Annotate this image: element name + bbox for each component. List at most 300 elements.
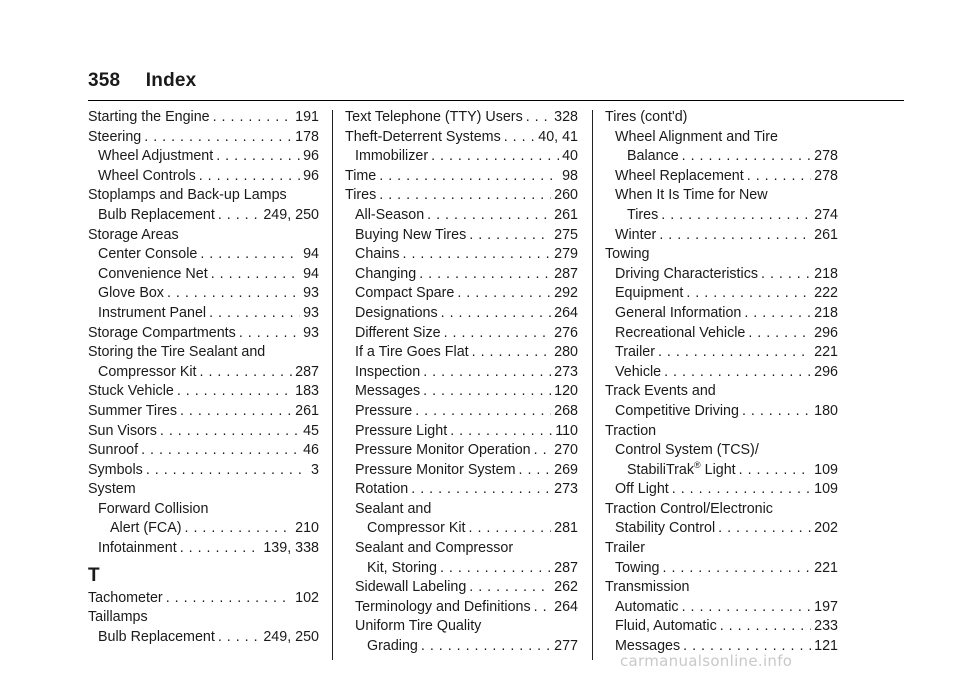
entry-page-ref[interactable]: 264: [554, 598, 578, 615]
entry-term-text: Center Console: [98, 246, 198, 263]
entry-term: [605, 578, 689, 598]
entry-term-text: Infotainment: [98, 540, 177, 557]
entry-page-ref[interactable]: 276: [554, 324, 578, 341]
entry-term-text: Immobilizer: [355, 148, 429, 165]
entry-term-text: Traction Control/Electronic: [605, 500, 773, 517]
entry-term-text: Different Size: [355, 324, 441, 341]
index-entry: [345, 422, 578, 442]
entry-page-ref[interactable]: 296: [814, 324, 838, 341]
entry-page-ref[interactable]: 279: [554, 246, 578, 263]
entry-term-text: Alert (FCA): [110, 520, 182, 537]
entry-term-text: Balance: [627, 148, 679, 165]
entry-term: [345, 108, 523, 128]
entry-term: [88, 382, 174, 402]
index-entry: [88, 284, 319, 304]
index-entry: [88, 441, 319, 461]
entry-term: [345, 167, 376, 187]
index-entry: [605, 500, 838, 520]
entry-page-ref[interactable]: 102: [295, 589, 319, 606]
page-header: [88, 70, 196, 92]
entry-term-text: When It Is Time for New: [615, 187, 768, 204]
entry-term-text: Sun Visors: [88, 422, 157, 439]
dot-leader: [441, 304, 551, 324]
entry-term-text: Instrument Panel: [98, 304, 207, 321]
index-entry: [88, 480, 319, 500]
index-entry: [345, 128, 578, 148]
entry-term: [345, 128, 501, 148]
entry-term-text: Control System (TCS)/: [615, 442, 759, 459]
entry-page-ref[interactable]: 275: [554, 226, 578, 243]
entry-page-ref[interactable]: 45: [303, 422, 319, 439]
entry-page-ref[interactable]: 94: [303, 265, 319, 282]
entry-term: [355, 578, 466, 598]
index-entry: [605, 382, 838, 402]
entry-term-text: Symbols: [88, 461, 143, 478]
entry-page-ref[interactable]: 270: [554, 442, 578, 459]
entry-term-text: Sealant and: [355, 500, 432, 517]
dot-leader: [403, 245, 552, 265]
dot-leader: [718, 519, 811, 539]
index-entry: [345, 402, 578, 422]
entry-term: [367, 519, 466, 539]
entry-term-text: Messages: [615, 638, 681, 655]
entry-term: [88, 608, 148, 628]
page-title: Index: [145, 70, 197, 91]
entry-page-ref[interactable]: 278: [814, 167, 838, 184]
dot-leader: [469, 226, 551, 246]
index-entry: [88, 147, 319, 167]
entry-page-ref[interactable]: 273: [554, 481, 578, 498]
index-entry: [345, 245, 578, 265]
entry-page-ref[interactable]: 218: [814, 304, 838, 321]
index-entry: [88, 519, 319, 539]
entry-page-ref[interactable]: 3: [311, 461, 319, 478]
index-entry: [88, 206, 319, 226]
index-entry: [605, 206, 838, 226]
entry-term-text: Wheel Replacement: [615, 167, 744, 184]
entry-term-text: Compact Spare: [355, 285, 455, 302]
header-rule: [88, 100, 904, 101]
dot-leader: [444, 324, 552, 344]
entry-page-ref[interactable]: 109: [814, 461, 838, 478]
index-entry: [88, 265, 319, 285]
index-entry: [345, 265, 578, 285]
index-entry: [88, 500, 319, 520]
entry-page-ref[interactable]: 287: [295, 363, 319, 380]
entry-term: [88, 186, 287, 206]
index-entry: [88, 128, 319, 148]
entry-page-ref[interactable]: 249, 250: [263, 628, 319, 645]
entry-term: [355, 598, 531, 618]
dot-leader: [167, 284, 300, 304]
entry-page-ref[interactable]: 93: [303, 324, 319, 341]
dot-leader: [469, 519, 552, 539]
entry-term: [367, 637, 418, 657]
entry-page-ref[interactable]: 191: [295, 109, 319, 125]
index-entry: [88, 589, 319, 609]
entry-term: [627, 147, 679, 167]
entry-page-ref[interactable]: 260: [554, 187, 578, 204]
dot-leader: [744, 304, 811, 324]
entry-term: [615, 324, 745, 344]
entry-page-ref[interactable]: 268: [554, 402, 578, 419]
index-entry: [345, 578, 578, 598]
index-entry: [345, 461, 578, 481]
entry-term: [355, 382, 420, 402]
index-entry: [345, 363, 578, 383]
entry-term: [355, 363, 420, 383]
dot-leader: [534, 598, 552, 618]
index-entry: [88, 363, 319, 383]
dot-leader: [160, 422, 300, 442]
entry-term: [88, 324, 236, 344]
entry-term: [110, 519, 182, 539]
entry-page-ref[interactable]: 262: [554, 579, 578, 596]
entry-term: [615, 480, 669, 500]
entry-term-text: Messages: [355, 383, 421, 400]
entry-term-text: Changing: [355, 265, 417, 282]
entry-term-text: Equipment: [615, 285, 684, 302]
page-number: 358: [88, 70, 121, 91]
entry-term-text: Trailer: [615, 344, 655, 361]
entry-page-ref[interactable]: 40: [562, 148, 578, 165]
entry-term-text: Sidewall Labeling: [355, 579, 467, 596]
index-entry: [88, 422, 319, 442]
dot-leader: [180, 539, 261, 559]
entry-page-ref[interactable]: 197: [814, 598, 838, 615]
index-entry: [345, 324, 578, 344]
dot-leader: [663, 559, 812, 579]
entry-term-text: If a Tire Goes Flat: [355, 344, 469, 361]
entry-term: [615, 265, 758, 285]
entry-page-ref[interactable]: 178: [295, 128, 319, 145]
entry-term-text: Terminology and Definitions: [355, 598, 531, 615]
entry-term-text: StabiliTrak: [627, 461, 695, 478]
entry-term: [355, 304, 438, 324]
entry-term: [355, 265, 416, 285]
index-column-1: [88, 108, 319, 647]
dot-leader: [379, 167, 559, 187]
entry-term-text: Designations: [355, 304, 438, 321]
entry-term-text: Compressor Kit: [98, 363, 197, 380]
dot-leader: [185, 519, 293, 539]
index-entry: [605, 617, 838, 637]
dot-leader: [180, 402, 292, 422]
dot-leader: [141, 441, 300, 461]
dot-leader: [218, 628, 261, 648]
entry-term-text: Storing the Tire Sealant and: [88, 344, 266, 361]
entry-page-ref[interactable]: 221: [814, 559, 838, 576]
index-entry: [605, 441, 838, 461]
entry-term-suffix: Light: [700, 461, 736, 478]
entry-term: [355, 226, 466, 246]
entry-page-ref[interactable]: 139, 338: [263, 540, 319, 557]
index-entry: [605, 343, 838, 363]
index-entry: [88, 226, 319, 246]
entry-term: [615, 441, 759, 461]
entry-page-ref[interactable]: 273: [554, 363, 578, 380]
index-entry: [88, 382, 319, 402]
entry-term: [345, 186, 376, 206]
dot-leader: [739, 461, 812, 481]
entry-page-ref[interactable]: 180: [814, 402, 838, 419]
index-entry: [605, 186, 838, 206]
entry-page-ref[interactable]: 281: [554, 520, 578, 537]
index-entry: [345, 186, 578, 206]
entry-page-ref[interactable]: 292: [554, 285, 578, 302]
entry-term-text: General Information: [615, 304, 742, 321]
entry-term: [88, 589, 163, 609]
entry-term-text: Summer Tires: [88, 402, 177, 419]
dot-leader: [146, 461, 308, 481]
index-entry: [345, 480, 578, 500]
dot-leader: [213, 108, 293, 128]
entry-term-text: Pressure: [355, 402, 413, 419]
entry-term-text: Convenience Net: [98, 265, 208, 282]
index-entry: [605, 147, 838, 167]
entry-term-text: Kit, Storing: [367, 559, 437, 576]
index-entry: [88, 343, 319, 363]
entry-page-ref[interactable]: 261: [554, 206, 578, 223]
dot-leader: [200, 245, 300, 265]
entry-term: [88, 461, 143, 481]
entry-term: [88, 128, 141, 148]
entry-page-ref[interactable]: 269: [554, 461, 578, 478]
dot-leader: [504, 128, 536, 148]
entry-page-ref[interactable]: 40, 41: [538, 128, 578, 145]
entry-page-ref[interactable]: 296: [814, 363, 838, 380]
index-entry: [345, 108, 578, 128]
entry-page-ref[interactable]: 287: [554, 559, 578, 576]
entry-term: [98, 265, 208, 285]
index-entry: [605, 284, 838, 304]
index-entry: [345, 519, 578, 539]
entry-term-text: Uniform Tire Quality: [355, 618, 482, 635]
index-entry: [605, 128, 838, 148]
entry-term-text: Steering: [88, 128, 142, 145]
index-column-2: [345, 108, 578, 657]
entry-term: [355, 500, 431, 520]
entry-page-ref[interactable]: 120: [554, 383, 578, 400]
index-entry: [345, 617, 578, 637]
index-entry: [88, 186, 319, 206]
entry-term: [98, 245, 197, 265]
entry-term: [615, 343, 655, 363]
entry-term: [615, 519, 715, 539]
entry-term-text: Sunroof: [88, 442, 139, 459]
column-divider: [592, 110, 593, 660]
index-entry: [88, 608, 319, 628]
entry-term: [615, 226, 656, 246]
entry-page-ref[interactable]: 328: [554, 109, 578, 125]
entry-page-ref[interactable]: 109: [814, 481, 838, 498]
entry-page-ref[interactable]: 233: [814, 618, 838, 635]
index-entry: [345, 559, 578, 579]
section-letter: T: [88, 564, 100, 586]
index-entry: [88, 108, 319, 128]
dot-leader: [534, 441, 552, 461]
entry-term: [88, 108, 210, 128]
entry-term: [355, 617, 481, 637]
entry-page-ref[interactable]: 93: [303, 285, 319, 302]
entry-page-ref[interactable]: 221: [814, 344, 838, 361]
entry-page-ref[interactable]: 274: [814, 206, 838, 223]
index-entry: [88, 461, 319, 481]
entry-term-text: Off Light: [615, 481, 669, 498]
dot-leader: [742, 402, 811, 422]
entry-term-text: Towing: [615, 559, 660, 576]
dot-leader: [200, 363, 293, 383]
entry-term-text: Bulb Replacement: [98, 206, 215, 223]
entry-page-ref[interactable]: 222: [814, 285, 838, 302]
entry-term: [605, 382, 716, 402]
entry-page-ref[interactable]: 261: [295, 402, 319, 419]
entry-page-ref[interactable]: 218: [814, 265, 838, 282]
entry-term: [88, 480, 136, 500]
entry-term-text: Winter: [615, 226, 657, 243]
entry-term: [367, 559, 437, 579]
index-entry: [345, 147, 578, 167]
entry-term: [88, 441, 138, 461]
entry-term-text: Wheel Adjustment: [98, 148, 214, 165]
entry-term: [615, 186, 768, 206]
entry-term-text: Forward Collision: [98, 500, 209, 517]
entry-term-text: Inspection: [355, 363, 421, 380]
entry-term-text: Storage Areas: [88, 226, 179, 243]
entry-term: [88, 402, 177, 422]
entry-page-ref[interactable]: 96: [303, 148, 319, 165]
dot-leader: [218, 206, 261, 226]
entry-term: [355, 441, 531, 461]
entry-term: [615, 617, 717, 637]
registered-mark: ®: [694, 459, 701, 470]
entry-page-ref[interactable]: 93: [303, 304, 319, 321]
entry-page-ref[interactable]: 110: [555, 422, 578, 439]
dot-leader: [682, 147, 811, 167]
entry-term: [88, 343, 265, 363]
dot-leader: [199, 167, 300, 187]
dot-leader: [526, 108, 551, 128]
dot-leader: [144, 128, 292, 148]
entry-page-ref[interactable]: 278: [814, 148, 838, 165]
entry-term-text: Recreational Vehicle: [615, 324, 746, 341]
entry-term-text: Pressure Light: [355, 422, 448, 439]
entry-page-ref[interactable]: 183: [295, 383, 319, 400]
entry-page-ref[interactable]: 210: [295, 520, 319, 537]
dot-leader: [216, 147, 300, 167]
index-entry: [605, 578, 838, 598]
dot-leader: [415, 402, 551, 422]
entry-page-ref[interactable]: 96: [303, 167, 319, 184]
entry-term-text: Theft-Deterrent Systems: [345, 128, 501, 145]
entry-page-ref[interactable]: 98: [562, 167, 578, 184]
dot-leader: [469, 578, 551, 598]
entry-term: [355, 461, 516, 481]
entry-term: [98, 304, 206, 324]
index-entry: [605, 480, 838, 500]
index-entry: [605, 598, 838, 618]
dot-leader: [421, 637, 551, 657]
entry-term-text: Rotation: [355, 481, 409, 498]
entry-term: [355, 539, 513, 559]
entry-term: [615, 598, 679, 618]
entry-page-ref[interactable]: 277: [554, 638, 578, 655]
index-entry: [88, 402, 319, 422]
entry-term: [355, 480, 408, 500]
index-entry: [345, 304, 578, 324]
entry-term: [98, 147, 213, 167]
index-entry: [345, 382, 578, 402]
entry-term: [88, 422, 157, 442]
entry-page-ref[interactable]: 121: [814, 638, 838, 655]
entry-term-text: Glove Box: [98, 285, 164, 302]
dot-leader: [664, 363, 811, 383]
entry-page-ref[interactable]: 287: [554, 265, 578, 282]
entry-term: [615, 402, 739, 422]
dot-leader: [519, 461, 552, 481]
entry-term: [627, 206, 658, 226]
entry-term: [615, 128, 778, 148]
watermark: carmanualsonline.info: [620, 652, 793, 670]
index-entry: [605, 461, 838, 481]
index-entry: [605, 324, 838, 344]
index-entry: [605, 167, 838, 187]
entry-term-text: Track Events and: [605, 383, 716, 400]
entry-page-ref[interactable]: 202: [814, 520, 838, 537]
index-entry: [345, 441, 578, 461]
entry-term: [88, 226, 179, 246]
entry-page-ref[interactable]: 261: [814, 226, 838, 243]
entry-term-text: Traction: [605, 422, 657, 439]
entry-term-text: Text Telephone (TTY) Users: [345, 109, 523, 125]
entry-page-ref[interactable]: 46: [303, 442, 319, 459]
dot-leader: [658, 343, 811, 363]
entry-page-ref[interactable]: 249, 250: [263, 206, 319, 223]
entry-page-ref[interactable]: 264: [554, 304, 578, 321]
entry-term: [615, 559, 660, 579]
index-entry: [605, 245, 838, 265]
entry-term: [355, 284, 454, 304]
entry-term: [355, 402, 412, 422]
index-entry: [605, 402, 838, 422]
index-entry: [88, 539, 319, 559]
entry-term-text: Towing: [605, 246, 650, 263]
entry-term-text: Bulb Replacement: [98, 628, 215, 645]
index-entry: [605, 265, 838, 285]
entry-term-text: Storage Compartments: [88, 324, 236, 341]
entry-term-text: Starting the Engine: [88, 109, 210, 125]
dot-leader: [423, 363, 551, 383]
entry-page-ref[interactable]: 280: [554, 344, 578, 361]
index-entry: [605, 539, 838, 559]
dot-leader: [747, 167, 811, 187]
index-entry: [345, 167, 578, 187]
entry-term-text: Tachometer: [88, 589, 163, 606]
entry-term-text: Wheel Controls: [98, 167, 196, 184]
entry-page-ref[interactable]: 94: [303, 246, 319, 263]
entry-term: [355, 324, 441, 344]
index-entry: [605, 559, 838, 579]
dot-leader: [211, 265, 300, 285]
index-entry: [605, 108, 838, 128]
index-entry: [345, 206, 578, 226]
dot-leader: [686, 284, 811, 304]
dot-leader: [661, 206, 811, 226]
entry-term: [615, 363, 661, 383]
dot-leader: [423, 382, 551, 402]
entry-term: [98, 206, 215, 226]
entry-term-text: Tires: [627, 206, 659, 223]
